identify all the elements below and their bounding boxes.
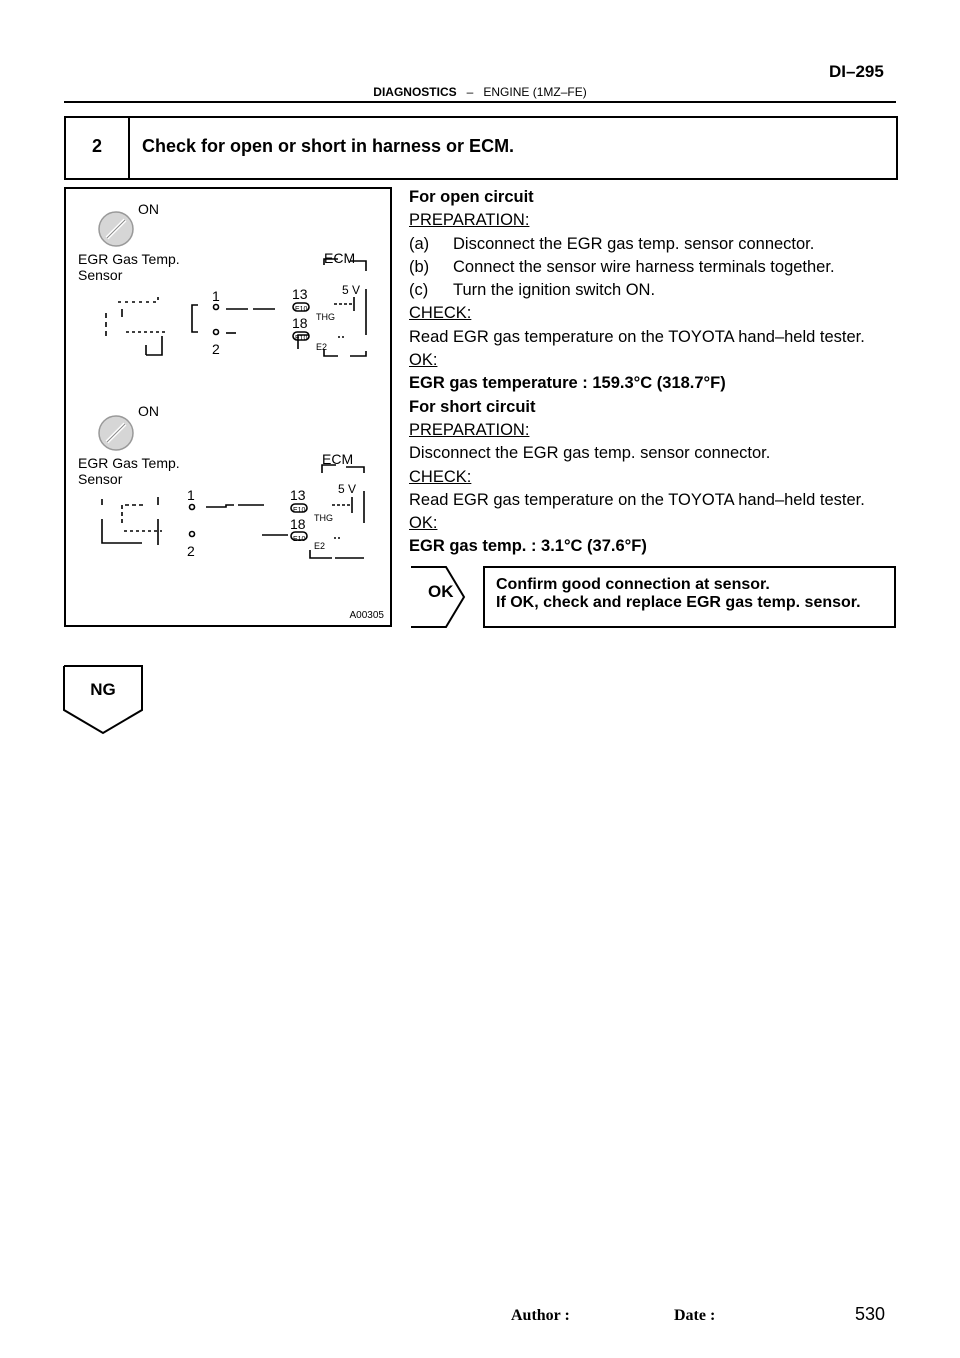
header-title (0, 85, 960, 99)
open-step-b (409, 256, 899, 279)
wiring-figure (64, 187, 392, 627)
open-step-c (409, 279, 899, 302)
preparation-label: PREPARATION: (409, 211, 530, 230)
connector-e10-bottom: E10 (293, 536, 306, 543)
thg-label: THG (316, 312, 335, 322)
open-step-a (409, 233, 899, 256)
short-prep-text: Disconnect the EGR gas temp. sensor connector. (409, 444, 771, 463)
figure-code: A00305 (349, 610, 384, 621)
voltage-label: 5 V (342, 283, 361, 297)
author-label: Author : (511, 1307, 570, 1324)
step-text: Connect the sensor wire harness terminals together. (453, 257, 835, 276)
terminal-18-label: 18 (292, 315, 308, 331)
switch-on-label: ON (138, 403, 159, 419)
step-key: (b) (409, 257, 430, 276)
short-circuit-heading: For short circuit (409, 397, 536, 416)
short-ok-value: EGR gas temp. : 3.1°C (37.6°F) (409, 537, 647, 556)
e2-label: E2 (314, 541, 326, 551)
circuit-lines-open (66, 189, 390, 399)
step-divider (128, 118, 130, 178)
page-id: DI–295 (829, 62, 884, 81)
ok-label: OK (428, 582, 454, 601)
circuit-lines-short (66, 395, 390, 615)
connector-e10-bottom: E10 (295, 335, 308, 342)
thg-label: THG (314, 513, 333, 523)
connector-e10-top: E10 (293, 507, 306, 514)
open-check-text: Read EGR gas temperature on the TOYOTA hand–held tester. (409, 327, 865, 346)
diagram-short (66, 395, 390, 615)
switch-on-label: ON (138, 201, 159, 217)
header-separator: – (466, 85, 474, 99)
check-label: CHECK: (409, 304, 472, 323)
ok-result-block (410, 566, 896, 628)
voltage-label: 5 V (338, 482, 357, 496)
ok-message-line-1: Confirm good connection at sensor. (496, 576, 770, 593)
ng-arrow-shape (63, 665, 143, 735)
pin-1-label: 1 (187, 487, 195, 503)
sensor-label-1: EGR Gas Temp. (78, 251, 180, 267)
step-title: Check for open or short in harness or ECM. (142, 136, 515, 156)
procedure-text (409, 186, 899, 559)
pin-2-label: 2 (187, 543, 195, 559)
open-ok-value: EGR gas temperature : 159.3°C (318.7°F) (409, 374, 726, 393)
connector-e10-top: E10 (295, 306, 308, 313)
short-preparation-label: PREPARATION: (409, 420, 530, 439)
diagram-open (66, 189, 390, 399)
header-subsection: ENGINE (1MZ–FE) (483, 85, 587, 99)
pin-1-label: 1 (212, 288, 220, 304)
ecm-label: ECM (324, 250, 356, 266)
short-check-text: Read EGR gas temperature on the TOYOTA hand–held tester. (409, 490, 865, 509)
terminal-13-label: 13 (292, 286, 308, 302)
short-check-label: CHECK: (409, 467, 472, 486)
open-circuit-heading: For open circuit (409, 188, 534, 206)
step-box (64, 116, 898, 180)
ok-message (496, 576, 861, 612)
short-ok-label: OK: (409, 514, 438, 533)
step-text: Turn the ignition switch ON. (453, 281, 656, 300)
ok-label: OK: (409, 351, 438, 370)
ok-message-line-2: If OK, check and replace EGR gas temp. sensor. (496, 594, 861, 611)
sensor-label-2: Sensor (78, 267, 123, 283)
step-key: (a) (409, 234, 430, 253)
header-section: DIAGNOSTICS (373, 85, 457, 99)
sensor-label-1: EGR Gas Temp. (78, 455, 180, 471)
sensor-label-2: Sensor (78, 471, 123, 487)
pin-2-label: 2 (212, 341, 220, 357)
e2-label: E2 (316, 342, 328, 352)
step-number: 2 (91, 136, 102, 156)
ng-label: NG (90, 680, 116, 699)
ecm-label: ECM (322, 451, 354, 467)
header-rule (64, 101, 896, 103)
step-key: (c) (409, 281, 429, 300)
step-text: Disconnect the EGR gas temp. sensor connector. (453, 234, 815, 253)
page-number: 530 (855, 1304, 886, 1324)
date-label: Date : (674, 1307, 716, 1324)
terminal-13-label: 13 (290, 487, 306, 503)
terminal-18-label: 18 (290, 516, 306, 532)
